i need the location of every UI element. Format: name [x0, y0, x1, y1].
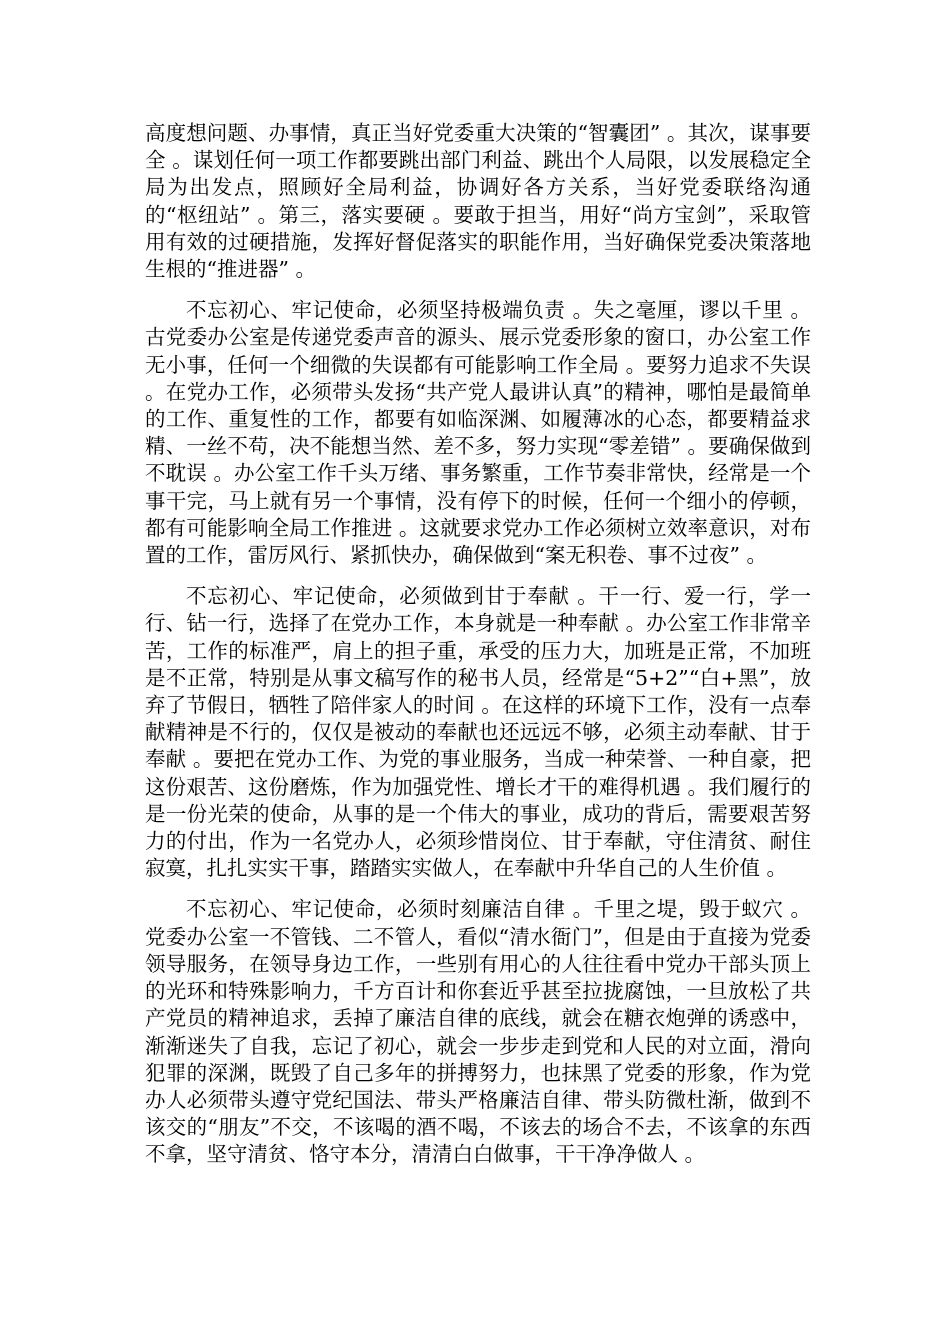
- paragraph-extreme-responsibility: 不忘初心、牢记使命，必须坚持极端负责 。失之毫厘，谬以千里 。古党委办公室是传递党委声音的源头、展示党委形象的窗口，办公室工作无小事，任何一个细微的失误都有可能影响工作全局 。要努力追求不失误 。在党办工作，必须带头发扬“共产党人最讲认真”的精神，哪怕是最简单的工作、重复性的工作，都要有如临深渊、如履薄冰的心态，都要精益求精、一丝不苟，决不能想当然、差不多，努力实现“零差错” 。要确保做到不耽误 。办公室工作千头万绪、事务繁重，工作节奏非常快，经常是一个事干完，马上就有另一个事情，没有停下的时候，任何一个细小的停顿，都有可能影响全局工作推进 。这就要求党办工作必须树立效率意识，对布置的工作，雷厉风行、紧抓快办，确保做到“案无积卷、事不过夜” 。: [145, 298, 811, 568]
- paragraph-continuation: 高度想问题、办事情，真正当好党委重大决策的“智囊团” 。其次，谋事要全 。谋划任何一项工作都要跳出部门利益、跳出个人局限，以发展稳定全局为出发点，照顾好全局利益，协调好各方关系，当好党委联络沟通的“枢纽站” 。第三，落实要硬 。要敢于担当，用好“尚方宝剑”，采取管用有效的过硬措施，发挥好督促落实的职能作用，当好确保党委决策落地生根的“推进器” 。: [145, 121, 811, 282]
- paragraph-dedication: 不忘初心、牢记使命，必须做到甘于奉献 。干一行、爱一行，学一行、钻一行，选择了在党办工作，本身就是一种奉献 。办公室工作非常辛苦，工作的标准严，肩上的担子重，承受的压力大，加班是正常，不加班是不正常，特别是从事文稿写作的秘书人员，经常是“5+2”“白+黑”，放弃了节假日，牺牲了陪伴家人的时间 。在这样的环境下工作，没有一点奉献精神是不行的，仅仅是被动的奉献也还远远不够，必须主动奉献、甘于奉献 。要把在党办工作、为党的事业服务，当成一种荣誉、一种自豪，把这份艰苦、这份磨炼，作为加强党性、增长才干的难得机遇 。我们履行的是一份光荣的使命，从事的是一个伟大的事业，成功的背后，需要艰苦努力的付出，作为一名党办人，必须珍惜岗位、甘于奉献，守住清贫、耐住寂寞，扎扎实实干事，踏踏实实做人，在奉献中升华自己的人生价值 。: [145, 584, 811, 881]
- document-body: [145, 120, 811, 1183]
- paragraph-self-discipline: 不忘初心、牢记使命，必须时刻廉洁自律 。千里之堤，毁于蚁穴 。党委办公室一不管钱、二不管人，看似“清水衙门”，但是由于直接为党委领导服务，在领导身边工作，一些别有用心的人往往看中党办干部头顶上的光环和特殊影响力，千方百计和你套近乎甚至拉拢腐蚀，一旦放松了共产党员的精神追求，丢掉了廉洁自律的底线，就会在糖衣炮弹的诱惑中，渐渐迷失了自我，忘记了初心，就会一步步走到党和人民的对立面，滑向犯罪的深渊，既毁了自己多年的拼搏努力，也抹黑了党委的形象，作为党办人必须带头遵守党纪国法、带头严格廉洁自律、带头防微杜渐，做到不该交的“朋友”不交，不该喝的酒不喝，不该去的场合不去，不该拿的东西不拿，坚守清贫、恪守本分，清清白白做事，干干净净做人 。: [145, 897, 811, 1167]
